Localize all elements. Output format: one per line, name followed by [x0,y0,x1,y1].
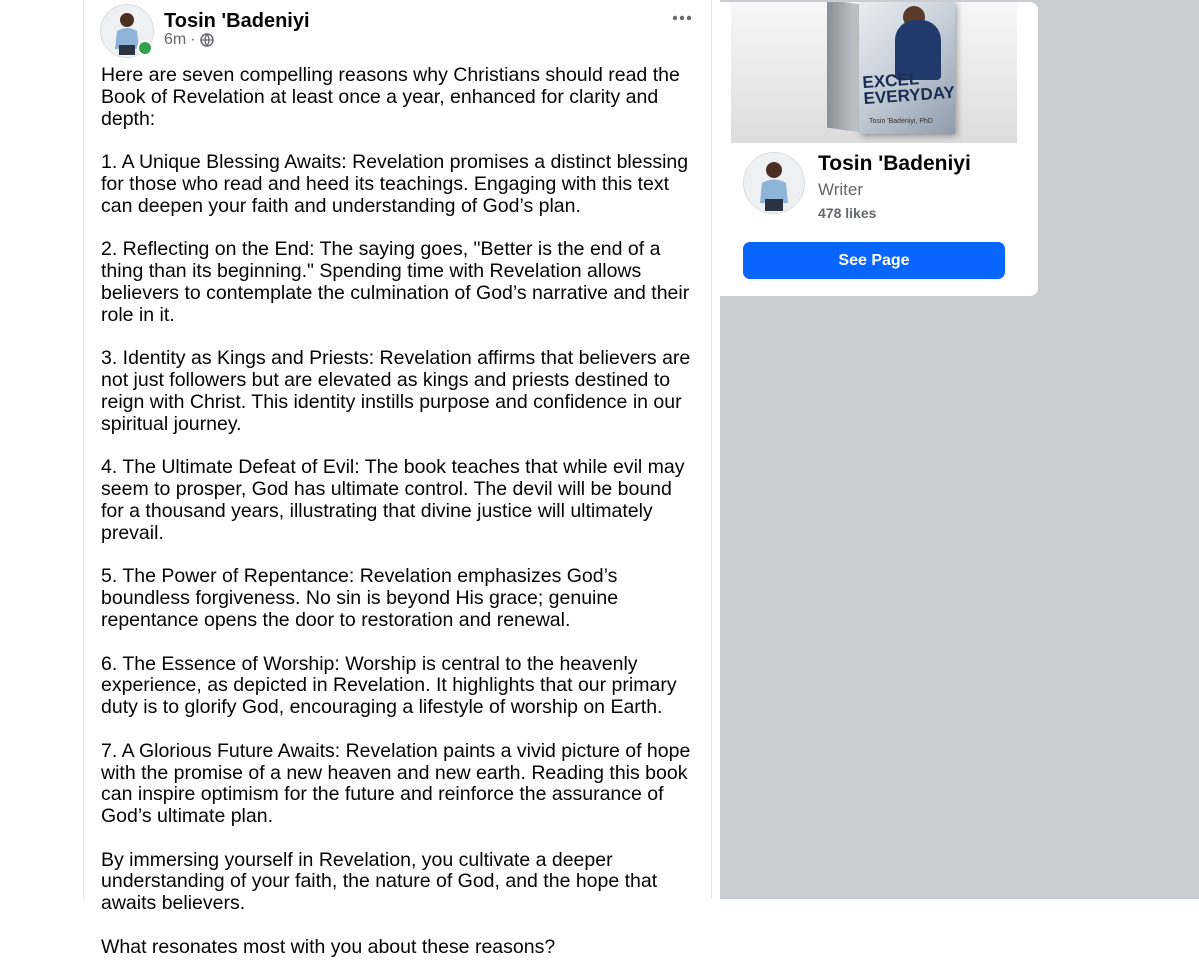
page-cover-image[interactable] [731,2,1017,143]
page-likes-count: 478 likes [818,205,877,221]
post-author-name[interactable]: Tosin 'Badeniyi [164,10,310,32]
more-horizontal-icon [672,15,692,21]
book-cover-title: EXCEL EVERYDAY [861,69,956,109]
post-paragraph-intro: Here are seven compelling reasons why Christians should read the Book of Revelation at least once a year, enhanced for clarity and depth: [101,64,680,130]
person-avatar-icon [744,153,804,213]
page-category: Writer [818,180,864,199]
post-meta [164,31,214,49]
more-options-button[interactable] [672,4,692,27]
post-paragraph-5: 5. The Power of Repentance: Revelation emphasizes God’s boundless forgiveness. No sin is beyond His grace; genuine repentance opens the door to restoration and renewal. [101,565,619,631]
post-paragraph-4: 4. The Ultimate Defeat of Evil: The book teaches that while evil may seem to prosper, God has ultimate control. The devil will be bound for a thousand years, illustrating that divine justice will ultimately prevail. [101,456,685,544]
post-body [101,65,699,980]
globe-icon [200,33,214,47]
post-paragraph-2: 2. Reflecting on the End: The saying goes, "Better is the end of a thing than its beginning." Spending time with Revelation allows believers to contemplate the culmination of God’s narrative and their role in it. [101,238,690,326]
meta-separator: · [190,31,196,48]
post [83,0,712,958]
page-name[interactable]: Tosin 'Badeniyi [818,152,971,175]
post-paragraph-3: 3. Identity as Kings and Priests: Revelation affirms that believers are not just followers but are elevated as kings and priests destined to reign with Christ. This identity instills purpose and confidence in our spiritual journey. [101,347,691,435]
post-paragraph-question: What resonates most with you about these reasons? [101,935,556,958]
book-cover-author: Tosin 'Badeniyi, PhD [869,118,933,125]
post-paragraph-7: 7. A Glorious Future Awaits: Revelation paints a vivid picture of hope with the promise of a new heaven and new earth. Reading this book can inspire optimism for the future and reinforce the assurance of God’s ultimate plan. [101,739,691,828]
see-page-button[interactable]: See Page [743,242,1005,279]
online-status-dot [137,40,153,56]
book-cover [859,2,955,134]
post-paragraph-conclusion: By immersing yourself in Revelation, you cultivate a deeper understanding of your faith, the nature of God, and the hope that awaits believers. [101,848,658,915]
page-preview-card [720,2,1038,296]
page-avatar[interactable] [743,152,805,214]
post-time[interactable]: 6m [164,31,187,48]
post-paragraph-1: 1. A Unique Blessing Awaits: Revelation promises a distinct blessing for those who read and heed its teachings. Engaging with this text can deepen your faith and understanding of God’s plan. [101,151,689,217]
book-spine [827,2,861,132]
post-paragraph-6: 6. The Essence of Worship: Worship is central to the heavenly experience, as depicted in Revelation. It highlights that our primary duty is to glorify God, encouraging a lifestyle of worship on Earth. [101,652,677,719]
